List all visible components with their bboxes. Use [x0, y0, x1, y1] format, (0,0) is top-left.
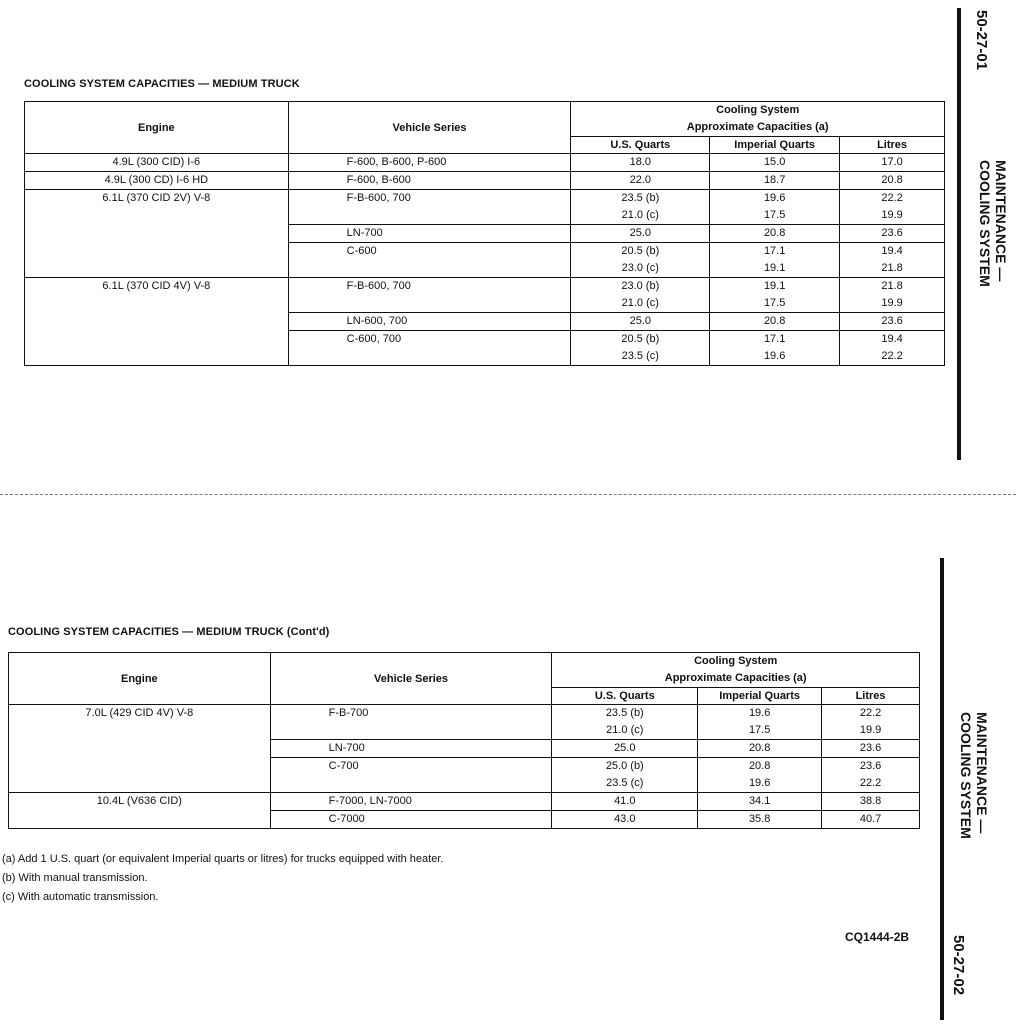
lit-value: 22.2 [859, 777, 882, 789]
table-row [25, 190, 945, 225]
imp-value: 34.1 [748, 795, 771, 807]
us-quarts-header: U.S. Quarts [552, 688, 698, 705]
page-50-27-01 [0, 0, 1016, 480]
us-value: 18.0 [629, 156, 651, 168]
side-heading-line-2: COOLING SYSTEM [977, 160, 993, 287]
lit-cell [840, 243, 945, 278]
vehicle-series-cell: LN-700 [288, 225, 571, 243]
litres-header: Litres [822, 688, 920, 705]
page-50-27-02 [0, 540, 1016, 1024]
us-cell [571, 172, 710, 190]
vehicle-series-cell: F-B-700 [270, 705, 552, 740]
lit-value: 19.9 [881, 209, 903, 221]
imp-value: 15.0 [763, 156, 786, 168]
lit-cell [840, 172, 945, 190]
lit-cell [840, 331, 945, 366]
us-cell [571, 190, 710, 225]
us-value: 20.5 (b) [621, 333, 660, 345]
imp-value: 35.8 [748, 813, 771, 825]
us-value: 23.5 (c) [606, 777, 644, 789]
us-value: 21.0 (c) [606, 724, 644, 736]
us-value: 25.0 [614, 742, 636, 754]
engine-cell: 4.9L (300 CD) I-6 HD [25, 172, 289, 190]
vehicle-series-cell: LN-600, 700 [288, 313, 571, 331]
imp-cell [710, 154, 840, 172]
lit-cell [822, 758, 920, 793]
side-heading-line-1: MAINTENANCE — [993, 160, 1009, 282]
lit-value: 23.6 [881, 227, 903, 239]
us-quarts-header: U.S. Quarts [571, 137, 710, 154]
table-title: COOLING SYSTEM CAPACITIES — MEDIUM TRUCK (Cont'd) [8, 626, 330, 638]
us-cell [552, 758, 698, 793]
imperial-quarts-header: Imperial Quarts [698, 688, 822, 705]
vehicle-series-header: Vehicle Series [288, 102, 571, 154]
lit-value: 38.8 [859, 795, 882, 807]
us-cell [552, 793, 698, 811]
side-page-number: 50-27-02 [950, 935, 967, 996]
us-cell [571, 243, 710, 278]
capacities-group-header [552, 653, 920, 688]
vehicle-series-cell: F-B-600, 700 [288, 278, 571, 313]
imp-cell [710, 331, 840, 366]
lit-cell [840, 154, 945, 172]
engine-cell: 4.9L (300 CID) I-6 [25, 154, 289, 172]
lit-cell [840, 225, 945, 243]
imp-value: 19.1 [763, 262, 786, 274]
us-value: 41.0 [614, 795, 636, 807]
us-cell [571, 331, 710, 366]
footnote-b: (b) With manual transmission. [2, 872, 148, 884]
vehicle-series-cell: C-600 [288, 243, 571, 278]
imp-value: 18.7 [763, 174, 786, 186]
us-value: 23.0 (b) [621, 280, 660, 292]
lit-cell [822, 740, 920, 758]
imp-value: 17.5 [763, 209, 786, 221]
vehicle-series-cell: F-7000, LN-7000 [270, 793, 552, 811]
us-value: 25.0 [629, 315, 651, 327]
imp-value: 19.1 [763, 280, 786, 292]
us-value: 23.0 (c) [621, 262, 659, 274]
imp-cell [698, 740, 822, 758]
imp-value: 19.6 [748, 777, 771, 789]
lit-value: 19.4 [881, 333, 903, 345]
vehicle-series-cell: F-600, B-600 [288, 172, 571, 190]
us-cell [571, 154, 710, 172]
imp-cell [698, 811, 822, 829]
group-header-line-1: Cooling System [716, 104, 800, 116]
us-value: 43.0 [614, 813, 636, 825]
engine-header: Engine [9, 653, 271, 705]
imp-cell [698, 705, 822, 740]
header-row [25, 102, 945, 137]
imp-value: 17.1 [763, 245, 786, 257]
us-value: 23.5 (c) [621, 350, 659, 362]
lit-value: 21.8 [881, 262, 903, 274]
side-page-number: 50-27-01 [973, 10, 990, 71]
group-header-line-2: Approximate Capacities (a) [686, 121, 829, 133]
imp-value: 17.1 [763, 333, 786, 345]
side-heading-line-2: COOLING SYSTEM [958, 712, 974, 839]
imp-value: 20.8 [763, 227, 786, 239]
side-heading [958, 712, 990, 839]
side-rule [957, 8, 961, 460]
figure-code: CQ1444-2B [845, 930, 910, 944]
us-value: 22.0 [629, 174, 651, 186]
capacities-group-header [571, 102, 945, 137]
imp-cell [698, 758, 822, 793]
us-cell [552, 740, 698, 758]
us-cell [552, 705, 698, 740]
lit-cell [822, 811, 920, 829]
footnote-c: (c) With automatic transmission. [2, 891, 159, 903]
engine-cell: 6.1L (370 CID 4V) V-8 [25, 278, 289, 366]
lit-value: 23.6 [881, 315, 903, 327]
engine-cell: 6.1L (370 CID 2V) V-8 [25, 190, 289, 278]
table-row [25, 172, 945, 190]
table-row [9, 705, 920, 740]
table-row [9, 793, 920, 811]
lit-value: 23.6 [859, 760, 882, 772]
us-value: 20.5 (b) [621, 245, 660, 257]
lit-value: 20.8 [881, 174, 903, 186]
vehicle-series-cell: LN-700 [270, 740, 552, 758]
vehicle-series-cell: C-700 [270, 758, 552, 793]
lit-cell [822, 705, 920, 740]
imp-cell [710, 172, 840, 190]
side-rule [940, 558, 944, 1020]
us-value: 21.0 (c) [621, 297, 659, 309]
imp-value: 19.6 [748, 707, 771, 719]
group-header-line-2: Approximate Capacities (a) [664, 672, 807, 684]
us-cell [571, 278, 710, 313]
engine-cell: 10.4L (V636 CID) [9, 793, 271, 829]
header-row [9, 653, 920, 688]
imp-value: 19.6 [763, 192, 786, 204]
vehicle-series-cell: F-600, B-600, P-600 [288, 154, 571, 172]
imp-value: 19.6 [763, 350, 786, 362]
us-cell [571, 313, 710, 331]
lit-value: 22.2 [881, 192, 903, 204]
us-cell [571, 225, 710, 243]
vehicle-series-cell: C-600, 700 [288, 331, 571, 366]
us-value: 25.0 [629, 227, 651, 239]
lit-value: 22.2 [881, 350, 903, 362]
table-row [25, 278, 945, 313]
imp-cell [710, 225, 840, 243]
imp-value: 20.8 [748, 760, 771, 772]
lit-value: 19.9 [881, 297, 903, 309]
vehicle-series-header: Vehicle Series [270, 653, 552, 705]
table-title: COOLING SYSTEM CAPACITIES — MEDIUM TRUCK [24, 78, 300, 90]
lit-cell [840, 278, 945, 313]
us-value: 21.0 (c) [621, 209, 659, 221]
imp-cell [710, 243, 840, 278]
vehicle-series-cell: C-7000 [270, 811, 552, 829]
side-heading-line-1: MAINTENANCE — [974, 712, 990, 834]
us-value: 23.5 (b) [621, 192, 660, 204]
lit-value: 22.2 [859, 707, 882, 719]
us-cell [552, 811, 698, 829]
lit-cell [840, 190, 945, 225]
imperial-quarts-header: Imperial Quarts [710, 137, 840, 154]
lit-value: 17.0 [881, 156, 903, 168]
us-value: 23.5 (b) [605, 707, 644, 719]
imp-cell [710, 278, 840, 313]
lit-value: 19.9 [859, 724, 882, 736]
page-separator [0, 494, 1016, 495]
imp-cell [710, 190, 840, 225]
engine-header: Engine [25, 102, 289, 154]
imp-value: 20.8 [748, 742, 771, 754]
lit-cell [840, 313, 945, 331]
footnote-a: (a) Add 1 U.S. quart (or equivalent Imperial quarts or litres) for trucks equipped with heater. [2, 853, 444, 865]
imp-value: 17.5 [748, 724, 771, 736]
capacities-table [24, 101, 945, 366]
litres-header: Litres [840, 137, 945, 154]
side-heading [977, 160, 1009, 287]
group-header-line-1: Cooling System [694, 655, 778, 667]
imp-value: 17.5 [763, 297, 786, 309]
capacities-table-contd [8, 652, 920, 829]
lit-value: 21.8 [881, 280, 903, 292]
footnotes [2, 850, 443, 907]
lit-value: 23.6 [859, 742, 882, 754]
imp-cell [710, 313, 840, 331]
imp-cell [698, 793, 822, 811]
engine-cell: 7.0L (429 CID 4V) V-8 [9, 705, 271, 793]
vehicle-series-cell: F-B-600, 700 [288, 190, 571, 225]
imp-value: 20.8 [763, 315, 786, 327]
us-value: 25.0 (b) [605, 760, 644, 772]
lit-cell [822, 793, 920, 811]
lit-value: 40.7 [859, 813, 882, 825]
table-row [25, 154, 945, 172]
lit-value: 19.4 [881, 245, 903, 257]
